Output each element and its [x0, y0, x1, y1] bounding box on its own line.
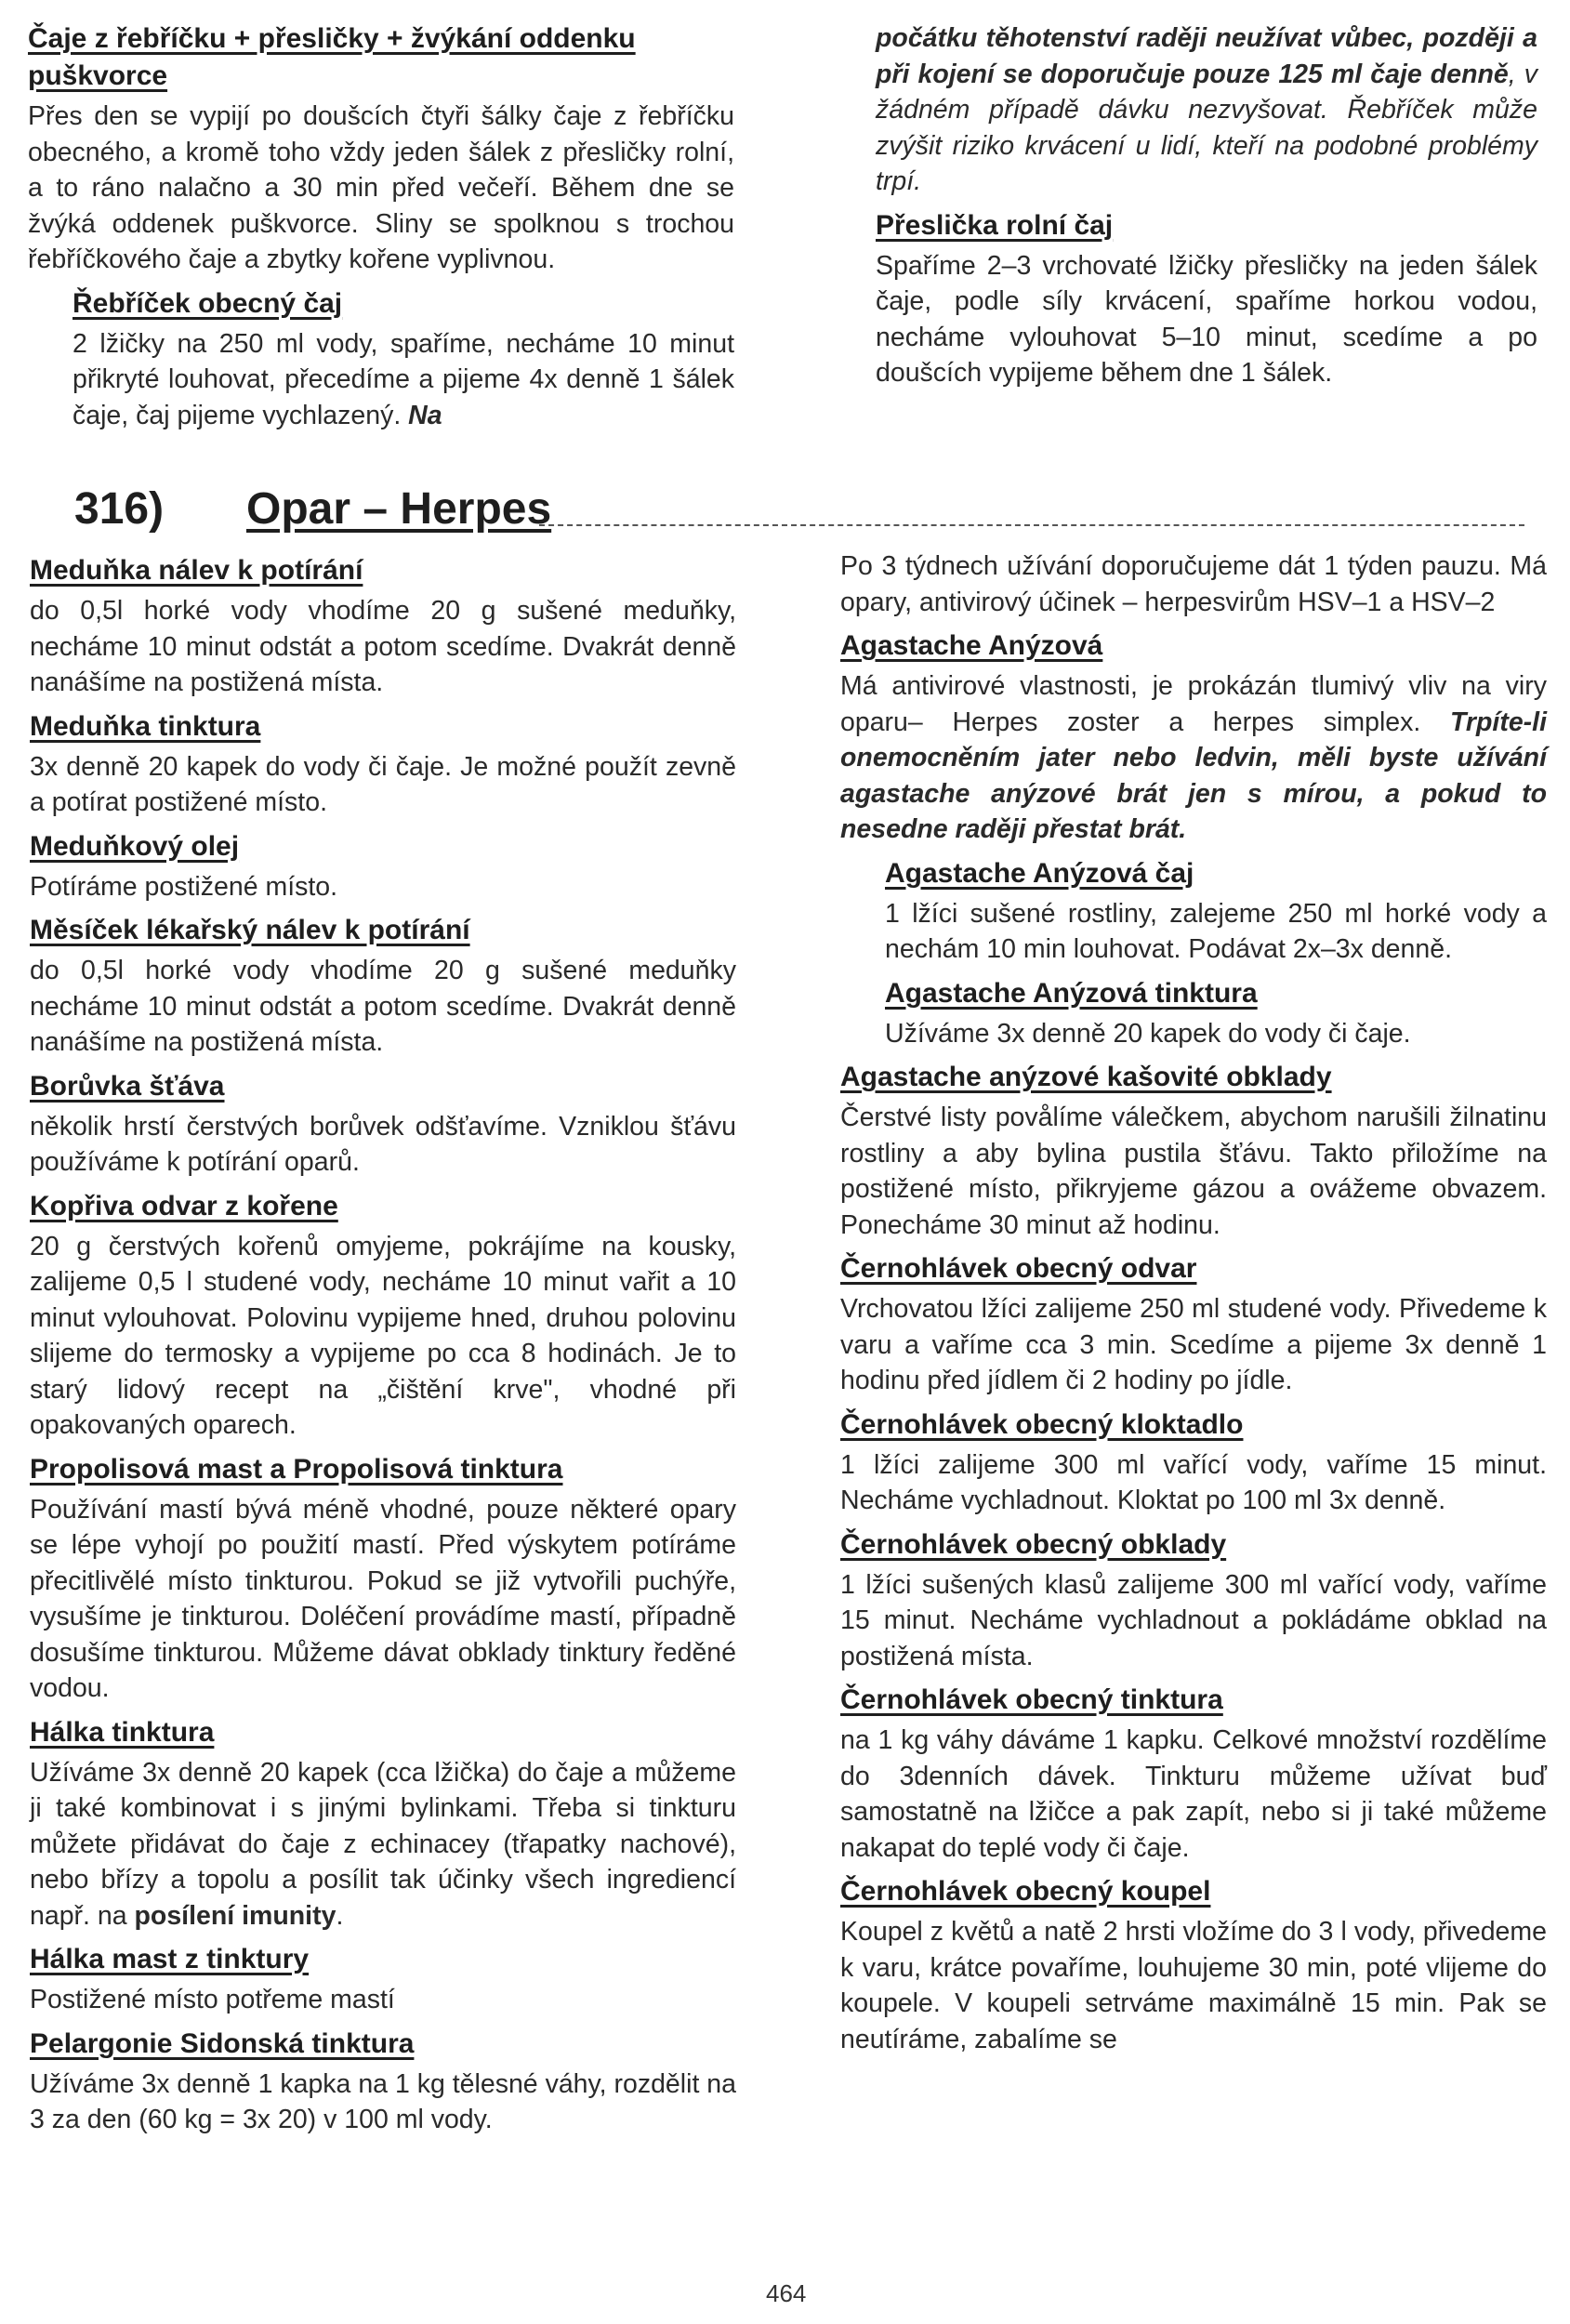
recipe-heading: Propolisová mast a Propolisová tinktura — [30, 1453, 563, 1485]
recipe-text: 1 lžíci sušené rostliny, zalejeme 250 ml horké vody a nechám 10 min louhovat. Podávat 2x–3x denně. — [885, 898, 1547, 964]
recipe-heading: Měsíček lékařský nálev k potírání — [30, 915, 470, 945]
recipe-heading: Meduňka tinktura — [30, 710, 261, 742]
recipe-heading: Řebříček obecný čaj — [73, 287, 343, 319]
section-divider — [539, 524, 1524, 526]
recipe-heading: Agastache Anýzová tinktura — [885, 977, 1258, 1009]
recipe-text: Postižené místo potřeme mastí — [30, 1985, 395, 2014]
recipe-heading: Přeslička rolní čaj — [876, 209, 1114, 241]
top-left-column — [28, 20, 734, 441]
recipe-text: Přes den se vypijí po doušcích čtyři šálky čaje z řebříčku obecného, a kromě toho vždy jeden šálek z přesličky rolní, a to ráno nalačno a 30 min před večeří. Během dne se žvýká oddenek puškvorce. Sliny se spolknou s trochou řebříčkového čaje a zbytky kořene vyplivnou. — [28, 101, 734, 274]
recipe-heading: Kopřiva odvar z kořene — [30, 1190, 338, 1221]
recipe-heading: Čaje z řebříčku + přesličky + žvýkání oddenku puškvorce — [28, 23, 636, 91]
main-right-column — [840, 548, 1547, 2065]
top-right-column — [876, 20, 1537, 399]
recipe-heading: Černohlávek obecný odvar — [840, 1253, 1197, 1284]
recipe-heading: Meduňka nálev k potírání — [30, 555, 363, 586]
recipe-heading: Agastache Anýzová čaj — [885, 857, 1194, 889]
recipe-text: Čerstvé listy povålíme válečkem, abychom narušili žilnatinu rostliny a aby bylina pustila šťávu. Takto přiložíme na postižené místo, přikryjeme gázou a ovážeme obvazem. Ponecháme 30 minut až hodinu. — [840, 1103, 1547, 1240]
section-title: Opar – Herpes — [246, 484, 552, 534]
recipe-text: 1 lžíci sušených klasů zalijeme 300 ml vařící vody, vaříme 15 minut. Necháme vychladnout a pokládáme obklad na postižená místa. — [840, 1569, 1547, 1671]
warning-text: počátku těhotenství raději neužívat vůbec, později a při kojení se doporučuje pouze 125 ml čaje denně, v žádném případě dávku nezvyšovat. Řebříček může zvýšit riziko krvácení u lidí, kteří na podobné problémy trpí. — [876, 23, 1537, 196]
recipe-text: 3x denně 20 kapek do vody či čaje. Je možné použít zevně a potírat postižené místo. — [30, 751, 736, 817]
recipe-text: na 1 kg váhy dáváme 1 kapku. Celkové množství rozdělíme do 3denních dávek. Tinkturu můžeme užívat buď samostatně na lžičce a pak zapít, nebo si ji také můžeme nakapat do teplé vody či čaje. — [840, 1725, 1547, 1863]
recipe-text: Užíváme 3x denně 20 kapek do vody či čaje. — [885, 1018, 1411, 1049]
recipe-heading: Agastache Anýzová — [840, 630, 1103, 661]
recipe-text: Používání mastí bývá méně vhodné, pouze některé opary se lépe vyhojí po použití mastí. Před výskytem potíráme přecitlivělé místo tinkturou. Pokud se již vytvořili puchýře, vysušíme je tinkturou. Doléčení provádíme mastí, případně dosušíme tinkturou. Můžeme dávat obklady tinktury ředěné vodou. — [30, 1494, 736, 1703]
recipe-text: 2 lžičky na 250 ml vody, spaříme, necháme 10 minut přikryté louhovat, přecedíme a pijeme 4x denně 1 šálek čaje, čaj pijeme vychlazený. Na — [73, 328, 734, 430]
recipe-text: do 0,5l horké vody vhodíme 20 g sušené meduňky necháme 10 minut odstát a potom scedíme. Dvakrát denně nanášíme na postižená místa. — [30, 956, 736, 1057]
recipe-text: Má antivirové vlastnosti, je prokázán tlumivý vliv na viry oparu– Herpes zoster a herpes simplex. Trpíte-li onemocněním jater nebo ledvin, měli byste užívání agastache anýzové brát jen s mírou, a pokud to nesedne raději přestat brát. — [840, 671, 1547, 844]
recipe-text: Užíváme 3x denně 1 kapka na 1 kg tělesné váhy, rozdělit na 3 za den (60 kg = 3x 20) v 100 ml vody. — [30, 2068, 736, 2134]
recipe-text: Po 3 týdnech užívání doporučujeme dát 1 týden pauzu. Má opary, antivirový účinek – herpesvirům HSV–1 a HSV–2 — [840, 551, 1547, 617]
page-number: 464 — [766, 2279, 807, 2307]
recipe-heading: Pelargonie Sidonská tinktura — [30, 2027, 415, 2059]
section-heading — [74, 483, 1524, 548]
recipe-heading: Agastache anýzové kašovité obklady — [840, 1062, 1332, 1092]
recipe-heading: Černohlávek obecný obklady — [840, 1528, 1227, 1560]
recipe-heading: Meduňkový olej — [30, 830, 240, 862]
recipe-text: do 0,5l horké vody vhodíme 20 g sušené meduňky, necháme 10 minut odstát a potom scedíme. Dvakrát denně nanášíme na postižená místa. — [30, 596, 736, 697]
section-number: 316) — [74, 484, 165, 534]
recipe-text: 20 g čerstvých kořenů omyjeme, pokrájíme na kousky, zalijeme 0,5 l studené vody, necháme 10 minut vařit a 10 minut vylouhovat. Polovinu vypijeme hned, druhou polovinu slijeme do termosky a vypijeme po cca 8 hodinách. Je to starý lidový recept na „čištění krve", vhodné při opakovaných oparech. — [30, 1231, 736, 1440]
recipe-heading: Černohlávek obecný tinktura — [840, 1684, 1223, 1715]
recipe-text: Potíráme postižené místo. — [30, 871, 338, 902]
recipe-text: Spaříme 2–3 vrchovaté lžičky přesličky na jeden šálek čaje, podle síly krvácení, spaříme horkou vodou, necháme vylouhovat 5–10 minut, scedíme a po doušcích vypijeme během dne 1 šálek. — [876, 250, 1537, 388]
recipe-heading: Černohlávek obecný kloktadlo — [840, 1408, 1244, 1440]
recipe-heading: Hálka tinktura — [30, 1716, 215, 1748]
main-left-column — [30, 552, 736, 2146]
recipe-heading: Černohlávek obecný koupel — [840, 1876, 1211, 1907]
recipe-text: Užíváme 3x denně 20 kapek (cca lžička) do čaje a můžeme ji také kombinovat i s jinými bylinkami. Třeba si tinkturu můžete přidávat do čaje z echinacey (třapatky nachové), nebo břízy a topolu a posílit tak účinky všech ingrediencí např. na posílení imunity. — [30, 1757, 736, 1931]
recipe-heading: Hálka mast z tinktury — [30, 1944, 310, 1974]
recipe-heading: Borůvka šťáva — [30, 1070, 225, 1102]
recipe-text: Vrchovatou lžíci zalijeme 250 ml studené vody. Přivedeme k varu a vaříme cca 3 min. Scedíme a pijeme 3x denně 1 hodinu před jídlem či 2 hodiny po jídle. — [840, 1294, 1547, 1395]
recipe-text: 1 lžíci zalijeme 300 ml vařící vody, vaříme 15 minut. Necháme vychladnout. Kloktat po 100 ml 3x denně. — [840, 1449, 1547, 1515]
recipe-text: Koupel z květů a natě 2 hrsti vložíme do 3 l vody, přivedeme k varu, krátce povaříme, louhujeme 30 min, poté vlijeme do koupele. V koupeli setrváme maximálně 15 min. Pak se neutíráme, zabalíme se — [840, 1917, 1547, 2054]
recipe-text: několik hrstí čerstvých borůvek odšťavíme. Vzniklou šťávu používáme k potírání oparů. — [30, 1111, 736, 1177]
